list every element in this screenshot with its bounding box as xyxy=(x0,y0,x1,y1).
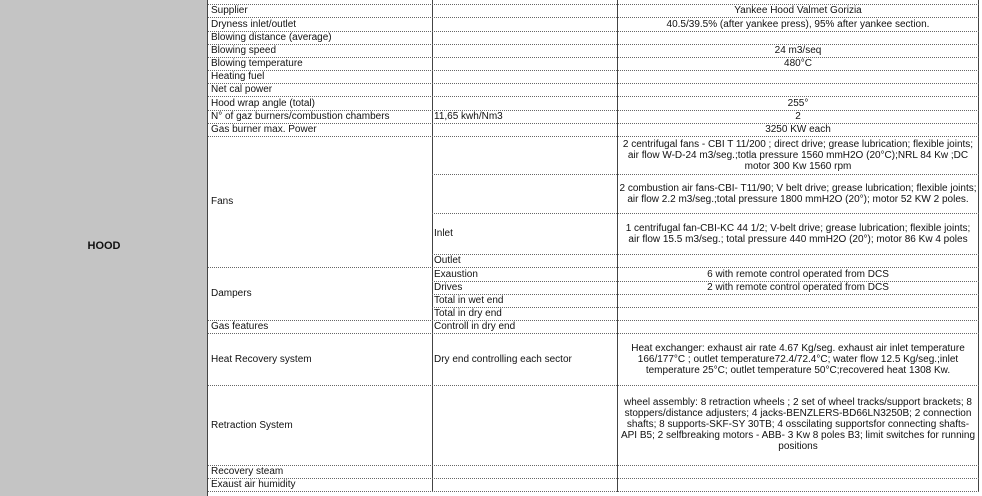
row-label: Gas features xyxy=(211,321,269,332)
column-divider xyxy=(978,0,979,492)
row-sublabel: Dry end controlling each sector xyxy=(434,353,572,365)
row-value: 2 xyxy=(795,111,801,122)
row-sublabel: Outlet xyxy=(434,255,461,266)
row-label: Hood wrap angle (total) xyxy=(211,97,315,109)
row-label: Blowing speed xyxy=(211,45,277,56)
row-value: 40.5/39.5% (after yankee press), 95% after yankee section. xyxy=(666,18,930,30)
section-label-column xyxy=(0,0,208,496)
row-sublabel: Total in wet end xyxy=(434,295,504,306)
row-label: Gas burner max. Power xyxy=(211,124,317,135)
row-value: 24 m3/seq xyxy=(774,45,822,56)
row-label: Exaust air humidity xyxy=(211,479,296,490)
row-label: Heating fuel xyxy=(211,71,265,82)
row-label: Dampers xyxy=(211,288,252,299)
row-sublabel: Drives xyxy=(434,282,463,293)
row-label: Net cal power xyxy=(211,84,273,95)
row-value: 480°C xyxy=(784,58,812,69)
row-sublabel: Exaustion xyxy=(434,268,478,280)
row-value: 3250 KW each xyxy=(765,124,831,135)
row-divider xyxy=(208,491,979,492)
row-label: Blowing temperature xyxy=(211,58,303,69)
row-sublabel: 11,65 kwh/Nm3 xyxy=(434,111,503,122)
column-divider xyxy=(432,0,433,492)
row-label: Retraction System xyxy=(211,419,293,431)
column-divider xyxy=(617,0,618,492)
row-label: Blowing distance (average) xyxy=(211,32,332,43)
row-value: 2 with remote control operated from DCS xyxy=(707,282,889,293)
row-value: 255° xyxy=(787,97,809,109)
row-label: Fans xyxy=(211,196,234,207)
row-sublabel: Inlet xyxy=(434,228,453,239)
row-value: Yankee Hood Valmet Gorizia xyxy=(734,5,862,16)
row-value: 6 with remote control operated from DCS xyxy=(707,268,889,280)
row-label: Heat Recovery system xyxy=(211,353,312,365)
row-value: Heat exchanger: exhaust air rate 4.67 Kg/seg. exhaust air inlet temperature 166/177°C ; outlet temperature72.4/72.4°C; water flow 12.5 Kg/seg.;inlet temperature 25°C; outlet temperature 50°C;recovered heat 1308 Kw. xyxy=(631,342,965,376)
row-sublabel: Total in dry end xyxy=(434,308,502,319)
row-label: Supplier xyxy=(211,5,248,16)
row-value: 2 combustion air fans-CBI- T11/90; V belt drive; grease lubrication; flexible joints; air flow 2.2 m3/seg.;total pressure 1800 mmH2O (20°); motor 52 KW 2 poles. xyxy=(619,182,977,205)
row-sublabel: Controll in dry end xyxy=(434,321,516,332)
row-value: 2 centrifugal fans - CBI T 11/200 ; direct drive; grease lubrication; flexible joints; air flow W-D-24 m3/seg.;totla pressure 1560 mmH2O (20°C);NRL 84 Kw ;DC motor 300 Kw 1560 rpm xyxy=(622,138,974,172)
row-label: Dryness inlet/outlet xyxy=(211,18,297,30)
row-value: 1 centrifugal fan-CBI-KC 44 1/2; V-belt drive; grease lubrication; flexible joints; air flow 15.5 m3/seg.; total pressure 440 mmH2O (20°); motor 86 Kw 4 poles xyxy=(625,222,971,245)
section-label: HOOD xyxy=(87,240,121,252)
row-label: N° of gaz burners/combustion chambers xyxy=(211,111,390,122)
row-value: wheel assembly: 8 retraction wheels ; 2 set of wheel tracks/support brackets; 8 stoppers/distance adjusters; 4 jacks-BENZLERS-BD66LN3250B; 2 connection shafts; 8 supports-SKF-SY 30TB; 4 osscilating supportsfor connecting shafts-API B5; 2 selfbreaking motors - ABB- 3 Kw 8 poles B3; limit switches for running positions xyxy=(620,397,976,452)
row-label: Recovery steam xyxy=(211,466,284,477)
